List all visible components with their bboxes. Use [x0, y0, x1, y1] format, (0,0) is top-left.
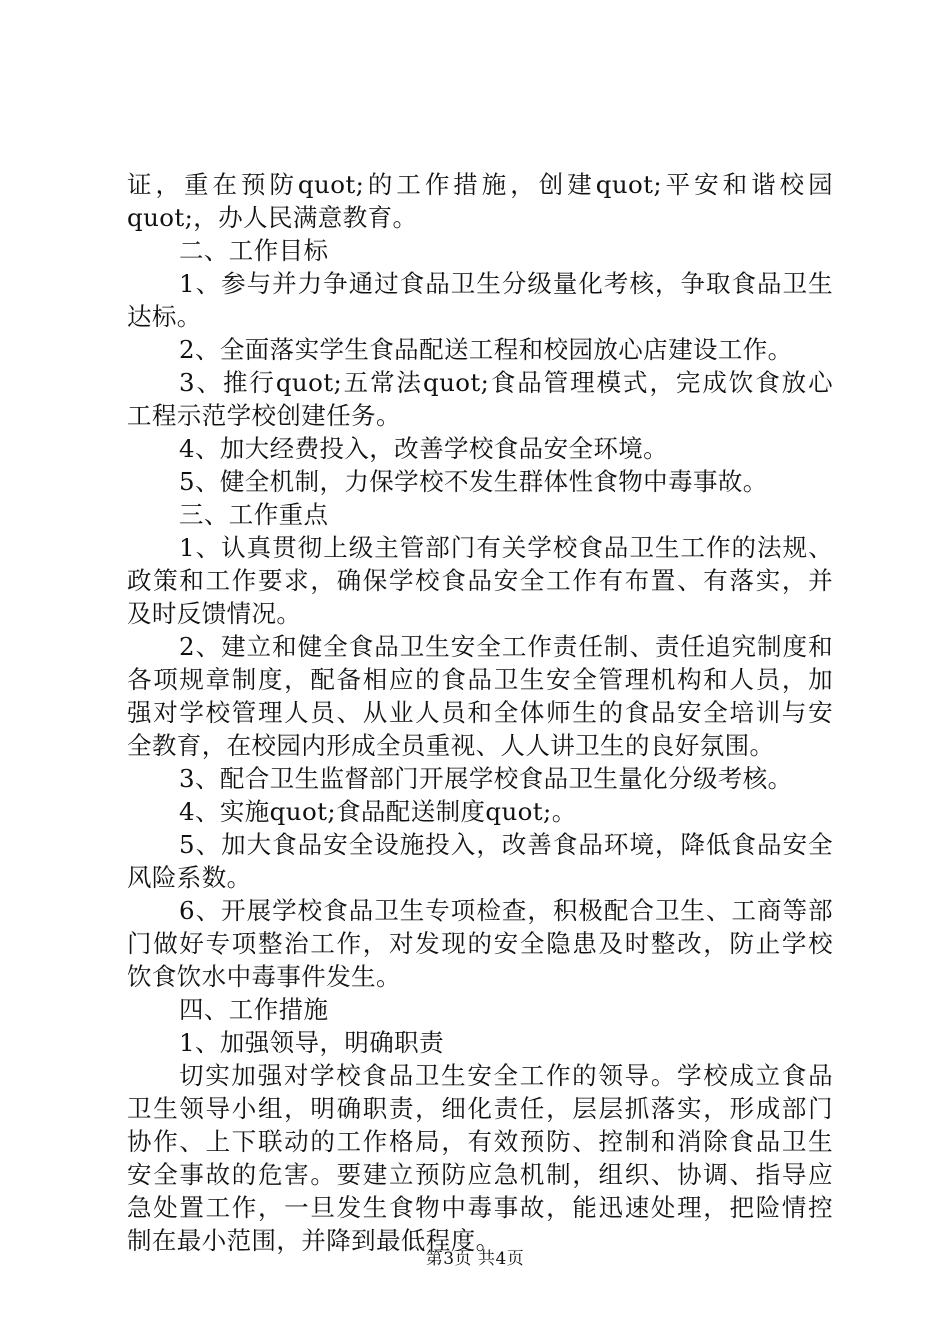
section-heading: 三、工作重点: [179, 500, 329, 529]
text-line: 风险系数。: [127, 863, 252, 892]
text-line: 1、参与并力争通过食品卫生分级量化考核，争取食品卫生: [179, 269, 833, 298]
text-line: 3、推行quot;五常法quot;食品管理模式，完成饮食放心: [179, 368, 833, 397]
text-line: 安全事故的危害。要建立预防应急机制，组织、协调、指导应: [127, 1160, 833, 1189]
text-line: 5、健全机制，力保学校不发生群体性食物中毒事故。: [179, 467, 768, 496]
text-line: 全教育，在校园内形成全员重视、人人讲卫生的良好氛围。: [127, 731, 775, 760]
text-line: 急处置工作，一旦发生食物中毒事故，能迅速处理，把险情控: [127, 1193, 833, 1222]
document-body: [127, 168, 833, 1257]
section-heading: 二、工作目标: [179, 236, 329, 265]
text-line: 4、实施quot;食品配送制度quot;。: [179, 797, 577, 826]
text-line: 强对学校管理人员、从业人员和全体师生的食品安全培训与安: [127, 698, 833, 727]
text-line: 各项规章制度，配备相应的食品卫生安全管理机构和人员，加: [127, 665, 833, 694]
text-line: 切实加强对学校食品卫生安全工作的领导。学校成立食品: [179, 1061, 833, 1090]
text-line: 2、建立和健全食品卫生安全工作责任制、责任追究制度和: [179, 632, 833, 661]
text-line: 制在最小范围，并降到最低程度。: [127, 1226, 501, 1255]
text-line: 工程示范学校创建任务。: [127, 401, 401, 430]
text-line: 门做好专项整治工作，对发现的安全隐患及时整改，防止学校: [127, 929, 833, 958]
text-line: 饮食饮水中毒事件发生。: [127, 962, 401, 991]
text-line: 4、加大经费投入，改善学校食品安全环境。: [179, 434, 669, 463]
text-line: 卫生领导小组，明确职责，细化责任，层层抓落实，形成部门: [127, 1094, 833, 1123]
subsection-heading: 1、加强领导，明确职责: [179, 1028, 444, 1057]
text-line: 2、全面落实学生食品配送工程和校园放心店建设工作。: [179, 335, 793, 364]
text-line: 1、认真贯彻上级主管部门有关学校食品卫生工作的法规、: [179, 533, 833, 562]
page-number: 第3页 共4页: [425, 1249, 525, 1269]
text-line: 3、配合卫生监督部门开展学校食品卫生量化分级考核。: [179, 764, 793, 793]
text-line: 6、开展学校食品卫生专项检查，积极配合卫生、工商等部: [179, 896, 833, 925]
text-line: 达标。: [127, 302, 202, 331]
section-heading: 四、工作措施: [179, 995, 329, 1024]
text-line: 协作、上下联动的工作格局，有效预防、控制和消除食品卫生: [127, 1127, 833, 1156]
text-line: quot;，办人民满意教育。: [127, 203, 418, 232]
text-line: 证，重在预防quot;的工作措施，创建quot;平安和谐校园: [127, 170, 833, 199]
text-line: 及时反馈情况。: [127, 599, 302, 628]
text-line: 5、加大食品安全设施投入，改善食品环境，降低食品安全: [179, 830, 833, 859]
text-line: 政策和工作要求，确保学校食品安全工作有布置、有落实，并: [127, 566, 833, 595]
